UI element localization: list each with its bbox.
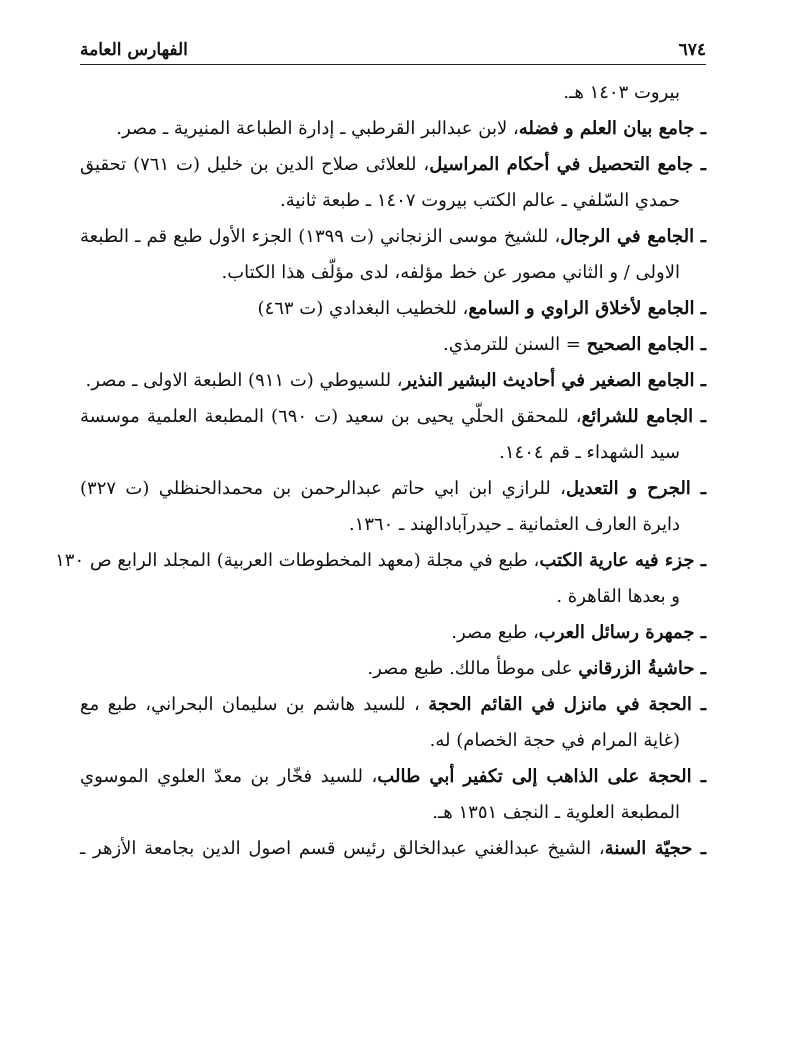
bibliography-line — [80, 615, 706, 651]
running-title: الفهارس العامة — [80, 40, 188, 60]
bibliography-line — [80, 291, 706, 327]
entry-title: ـ جزء فيه عارية الكتب — [539, 550, 706, 571]
entry-text: سيد الشهداء ـ قم ١٤٠٤. — [499, 442, 680, 463]
bibliography-line — [80, 147, 706, 183]
entry-title: ـ حجيّة السنة — [604, 838, 706, 859]
entry-title: ـ الجامع الصغير في أحاديث البشير النذير — [402, 370, 706, 391]
bibliography-line — [80, 183, 706, 219]
entry-text: ، للعلائى صلاح الدين بن خليل (ت ٧٦١) تحقيق — [80, 154, 430, 175]
entry-title: ـ جامع بيان العلم و فضله — [518, 118, 706, 139]
bibliography-line — [80, 723, 706, 759]
bibliography-line — [80, 471, 706, 507]
entry-title: ـ جمهرة رسائل العرب — [538, 622, 706, 643]
entry-text: ، للسيد هاشم بن سليمان البحراني، طبع مع — [80, 694, 429, 715]
header-rule — [80, 64, 706, 65]
entry-title: ـ حاشيةُ الزرقاني — [578, 658, 706, 679]
entry-text: = السنن للترمذي. — [442, 334, 587, 355]
entry-title: ـ الجامع الصحيح — [586, 334, 706, 355]
entry-text: ، للمحقق الحلّي يحيى بن سعيد (ت ٦٩٠) المطبعة العلمية موسسة — [80, 406, 582, 427]
entry-text: على موطأ مالك. طبع مصر. — [367, 658, 579, 679]
bibliography-line — [80, 831, 706, 867]
bibliography-line — [80, 363, 706, 399]
entry-text: ، الشيخ عبدالغني عبدالخالق رئيس قسم اصول الدين بجامعة الأزهر ـ — [80, 838, 605, 859]
entry-title: ـ جامع التحصيل في أحكام المراسيل — [429, 154, 707, 175]
bibliography-line — [80, 75, 706, 111]
bibliography-line — [80, 507, 706, 543]
bibliography-list — [55, 75, 707, 867]
bibliography-line — [80, 255, 706, 291]
entry-title: ـ الحجة على الذاهب إلى تكفير أبي طالب — [377, 766, 706, 787]
bibliography-line — [80, 759, 706, 795]
entry-text: بيروت ١٤٠٣ هـ. — [563, 82, 680, 103]
entry-title: ـ الجامع لأخلاق الراوي و السامع — [468, 298, 706, 319]
entry-text: حمدي السّلفي ـ عالم الكتب بيروت ١٤٠٧ ـ طبعة ثانية. — [279, 190, 680, 211]
page-header — [80, 30, 706, 60]
bibliography-line — [80, 399, 706, 435]
entry-title: ـ الجامع في الرجال — [560, 226, 706, 247]
entry-title: ـ الجرح و التعديل — [565, 478, 706, 499]
entry-text: ، للخطيب البغدادي (ت ٤٦٣) — [257, 298, 469, 319]
entry-text: و بعدها القاهرة . — [556, 586, 680, 607]
entry-text: ، للسيوطي (ت ٩١١) الطبعة الاولى ـ مصر. — [85, 370, 403, 391]
entry-text: الاولى / و الثاني مصور عن خط مؤلفه، لدى مؤلّف هذا الكتاب. — [221, 262, 680, 283]
bibliography-line — [80, 579, 706, 615]
entry-text: ، للسيد فخّار بن معدّ العلوي الموسوي — [80, 766, 378, 787]
bibliography-line — [80, 111, 706, 147]
bibliography-line — [80, 795, 706, 831]
entry-text: ، طبع مصر. — [451, 622, 539, 643]
entry-text: ، لابن عبدالبر القرطبي ـ إدارة الطباعة المنيرية ـ مصر. — [116, 118, 519, 139]
bibliography-line — [80, 327, 706, 363]
bibliography-line — [80, 435, 706, 471]
entry-text: ، طبع في مجلة (معهد المخطوطات العربية) المجلد الرابع ص ١٣٠ — [55, 550, 540, 571]
bibliography-line — [55, 543, 706, 579]
entry-text: (غاية المرام في حجة الخصام) له. — [429, 730, 680, 751]
bibliography-line — [80, 651, 706, 687]
page-number: ٦٧٤ — [678, 40, 706, 60]
entry-text: دايرة العارف العثمانية ـ حيدرآبادالهند ـ ١٣٦٠. — [348, 514, 680, 535]
bibliography-line — [80, 219, 706, 255]
entry-text: ، للرازي ابن ابي حاتم عبدالرحمن بن محمدالحنظلي (ت ٣٢٧) — [80, 478, 566, 499]
entry-text: المطبعة العلوية ـ النجف ١٣٥١ هـ. — [432, 802, 680, 823]
entry-title: ـ الحجة في مانزل في القائم الحجة — [428, 694, 707, 715]
bibliography-line — [80, 687, 706, 723]
entry-text: ، للشيخ موسى الزنجاني (ت ١٣٩٩) الجزء الأول طبع قم ـ الطبعة — [80, 226, 561, 247]
entry-title: ـ الجامع للشرائع — [581, 406, 706, 427]
